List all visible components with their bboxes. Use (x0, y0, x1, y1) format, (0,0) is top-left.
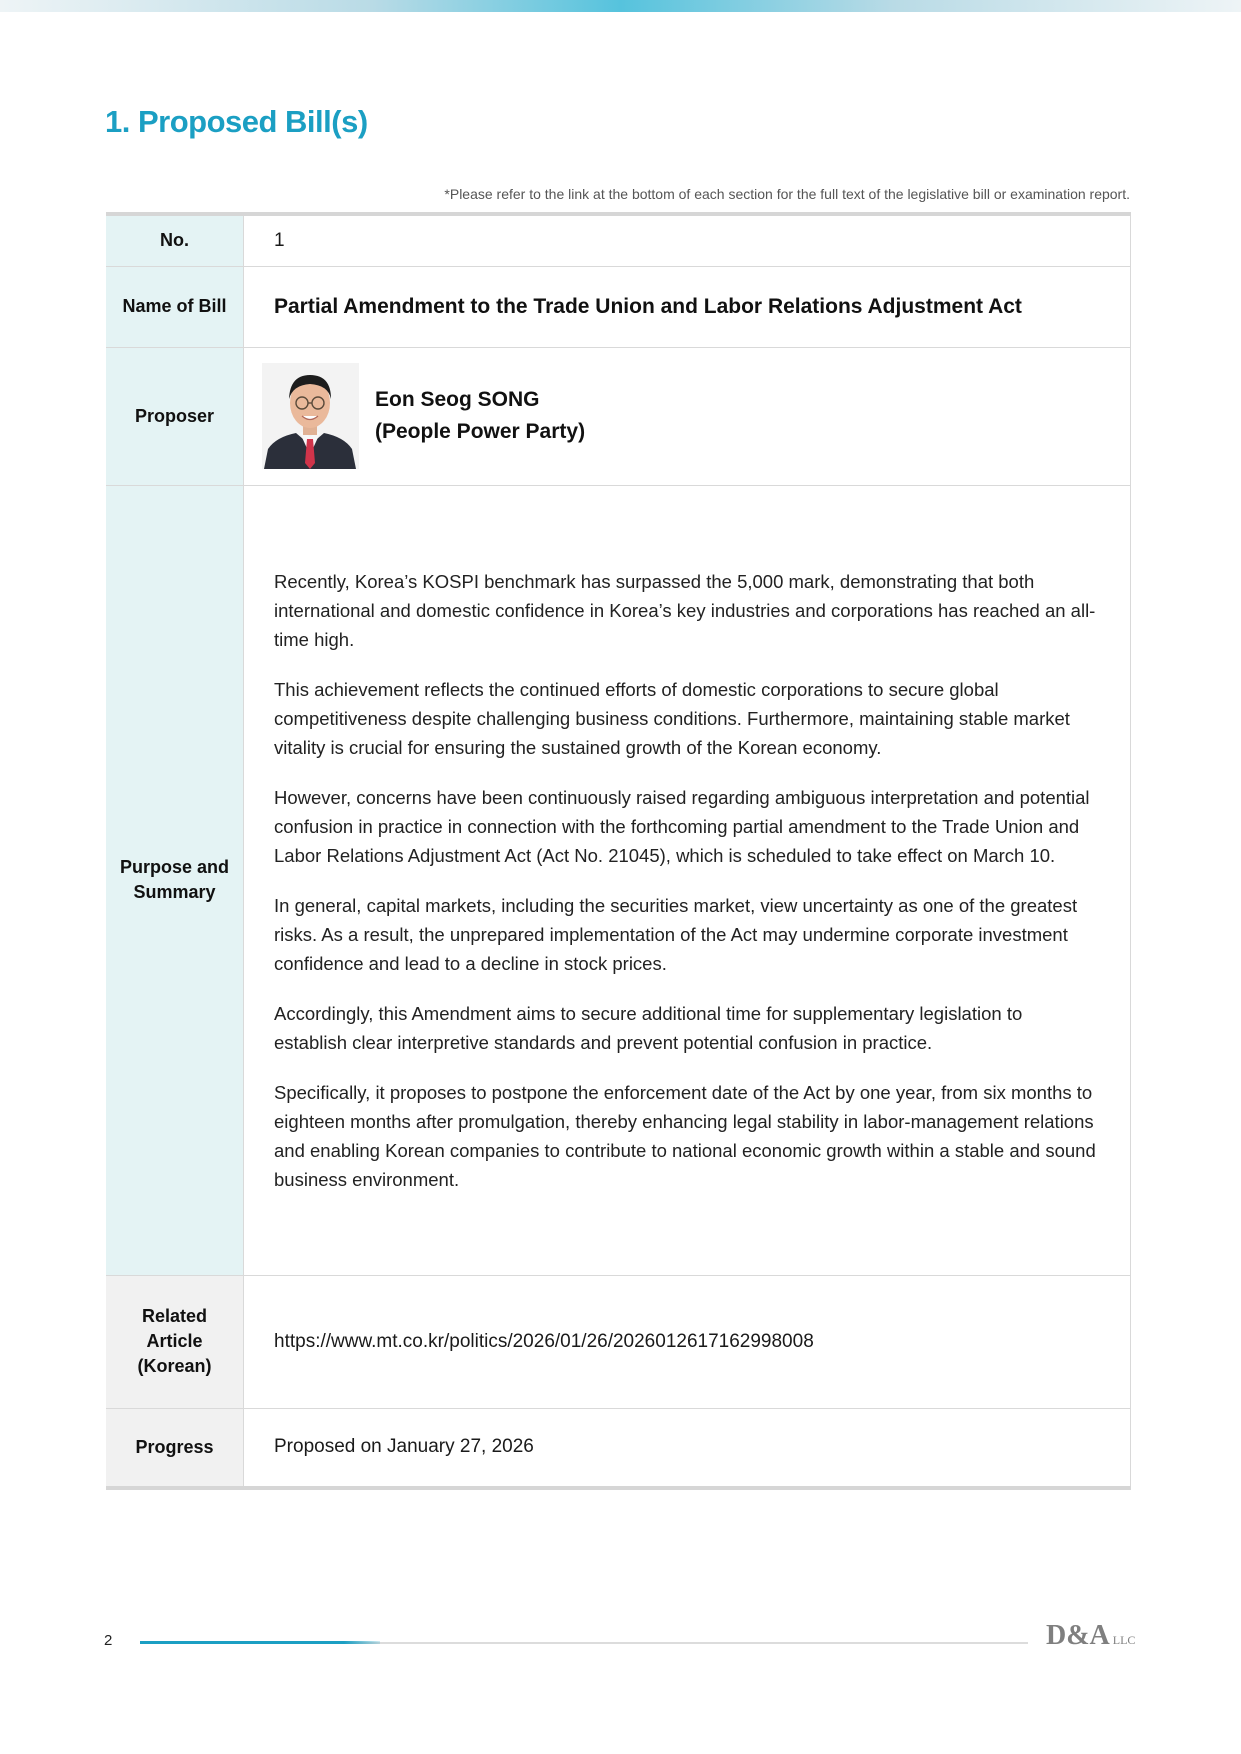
page-number: 2 (104, 1632, 113, 1649)
section-title: 1. Proposed Bill(s) (105, 104, 368, 139)
firm-logo (1046, 1620, 1135, 1652)
row-related-article (106, 1275, 1131, 1408)
logo-suffix: LLC (1112, 1633, 1136, 1647)
value-no: 1 (244, 214, 1131, 266)
row-summary (106, 485, 1131, 1275)
label-progress: Progress (106, 1408, 244, 1488)
logo-mark: D&A (1046, 1620, 1110, 1651)
row-progress (106, 1408, 1131, 1488)
label-proposer: Proposer (106, 347, 244, 485)
proposer-party: (People Power Party) (375, 420, 586, 443)
value-bill-name (244, 266, 1131, 347)
row-proposer (106, 347, 1131, 485)
summary-paragraph: This achievement reflects the continued efforts of domestic corporations to secure global competitiveness despite challenging business conditions. Furthermore, maintaining stable market vitality is crucial for ensuring the sustained growth of the Korean economy. (274, 678, 1070, 758)
proposer-portrait-icon (262, 363, 359, 469)
value-progress: Proposed on January 27, 2026 (244, 1408, 1131, 1488)
row-bill-name (106, 266, 1131, 347)
summary-paragraph: In general, capital markets, including the securities market, view uncertainty as one of the greatest risks. As a result, the unprepared implementation of the Act may undermine corporate investment confidence and lead to a decline in stock prices. (274, 894, 1078, 974)
bill-name-text: Partial Amendment to the Trade Union and Labor Relations Adjustment Act (274, 294, 1022, 318)
label-summary: Purpose and Summary (106, 485, 244, 1275)
label-related-article: Related Article (Korean) (106, 1275, 244, 1408)
value-proposer (244, 347, 1131, 485)
row-no (106, 214, 1131, 266)
value-summary (244, 485, 1131, 1275)
reference-note: *Please refer to the link at the bottom of each section for the full text of the legislative bill or examination report. (444, 186, 1130, 202)
summary-paragraph: Recently, Korea’s KOSPI benchmark has surpassed the 5,000 mark, demonstrating that both international and domestic confidence in Korea’s key industries and corporations has reached an all-time high. (274, 570, 1096, 650)
value-related-article (244, 1275, 1131, 1408)
summary-paragraph: However, concerns have been continuously raised regarding ambiguous interpretation and potential confusion in practice in connection with the forthcoming partial amendment to the Trade Union and Labor Relations Adjustment Act (Act No. 21045), which is scheduled to take effect on March 10. (274, 786, 1090, 866)
label-no: No. (106, 214, 244, 266)
related-article-link[interactable]: https://www.mt.co.kr/politics/2026/01/26/2026012617162998008 (274, 1330, 814, 1352)
bill-table (106, 212, 1131, 1490)
label-bill-name: Name of Bill (106, 266, 244, 347)
proposer-name: Eon Seog SONG (375, 388, 540, 411)
summary-paragraph: Accordingly, this Amendment aims to secure additional time for supplementary legislation to establish clear interpretive standards and prevent potential confusion in practice. (274, 1002, 1023, 1053)
proposer-photo (262, 363, 359, 469)
top-gradient-bar (0, 0, 1241, 12)
summary-paragraph: Specifically, it proposes to postpone the enforcement date of the Act by one year, from six months to eighteen months after promulgation, thereby enhancing legal stability in labor-management relations and enabling Korean companies to contribute to national economic growth within a stable and sound business environment. (274, 1081, 1096, 1190)
proposer-block (274, 363, 1100, 469)
footer-progress-accent (140, 1641, 380, 1644)
proposer-text (375, 384, 585, 448)
